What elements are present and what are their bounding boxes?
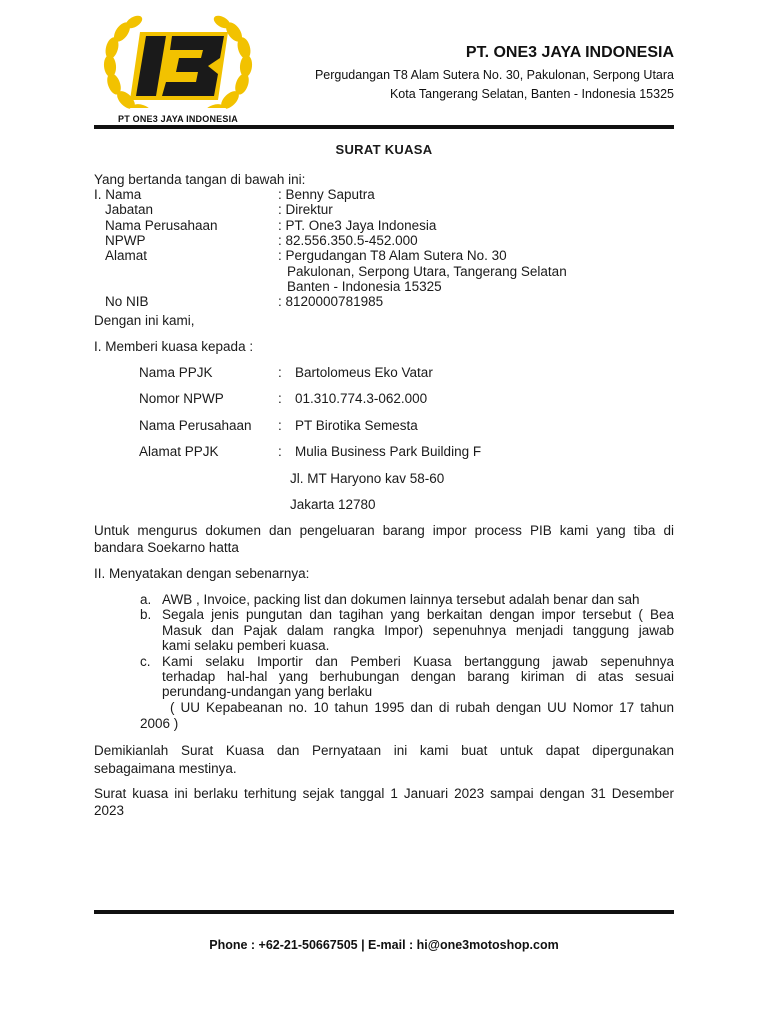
section2-heading: II. Menyatakan dengan sebenarnya: (94, 566, 310, 581)
statement-c-line2: terhadap hal-hal yang berhubungan dengan barang kiriman di atas sesuai (162, 669, 674, 684)
ppjk-label-npwp: Nomor NPWP (139, 391, 224, 406)
company-address-line2: Kota Tangerang Selatan, Banten - Indonesia 15325 (389, 87, 674, 101)
ppjk-value-alamat-line2: Jl. MT Haryono kav 58-60 (290, 471, 445, 486)
intro-text: Yang bertanda tangan di bawah ini: (94, 172, 306, 187)
signer-value-alamat-line2: Pakulonan, Serpong Utara, Tangerang Selatan (287, 264, 567, 279)
statement-c-line5: 2006 ) (140, 716, 179, 731)
ppjk-value-npwp: 01.310.774.3-062.000 (295, 391, 428, 406)
header-divider (94, 125, 674, 129)
statement-c-line4: ( UU Kepabeanan no. 10 tahun 1995 dan di rubah dengan UU Nomor 17 tahun (170, 700, 674, 715)
signer-value-nama: : Benny Saputra (278, 187, 375, 202)
statement-b-line3: kami selaku pemberi kuasa. (162, 638, 330, 653)
footer-divider (94, 910, 674, 914)
signer-label-npwp: NPWP (105, 233, 146, 248)
ppjk-value-alamat-line1: Mulia Business Park Building F (295, 444, 482, 459)
ppjk-colon: : (278, 418, 282, 433)
ppjk-label-perusahaan: Nama Perusahaan (139, 418, 252, 433)
validity-line2: 2023 (94, 803, 125, 818)
ppjk-value-perusahaan: PT Birotika Semesta (295, 418, 418, 433)
signer-label-nib: No NIB (105, 294, 149, 309)
document-title: SURAT KUASA (335, 142, 433, 157)
statement-b-line2: Masuk dan Pajak dalam rangka Impor) sepenuhnya menjadi tanggung jawab (162, 623, 674, 638)
signer-label-nama: I. Nama (94, 187, 142, 202)
signer-label-alamat: Alamat (105, 248, 148, 263)
logo-caption: PT ONE3 JAYA INDONESIA (118, 114, 238, 124)
laurel-wreath-icon (100, 14, 256, 130)
statement-b-line1: Segala jenis pungutan dan tagihan yang berkaitan dengan impor tersebut ( Bea (162, 607, 674, 622)
signer-value-perusahaan: : PT. One3 Jaya Indonesia (278, 218, 437, 233)
ppjk-value-nama: Bartolomeus Eko Vatar (295, 365, 433, 380)
signer-value-jabatan: : Direktur (278, 202, 333, 217)
closing-line1: Demikianlah Surat Kuasa dan Pernyataan ini kami buat untuk dapat dipergunakan (94, 743, 674, 758)
signer-label-perusahaan: Nama Perusahaan (105, 218, 218, 233)
signer-value-nib: : 8120000781985 (278, 294, 384, 309)
statement-a-line1: AWB , Invoice, packing list dan dokumen lainnya tersebut adalah benar dan sah (162, 592, 640, 607)
closing-line2: sebagaimana mestinya. (94, 761, 237, 776)
validity-line1: Surat kuasa ini berlaku terhitung sejak tanggal 1 Januari 2023 sampai dengan 31 Desember (94, 786, 674, 801)
ppjk-colon: : (278, 444, 282, 459)
signer-value-alamat-line3: Banten - Indonesia 15325 (287, 279, 442, 294)
footer-contact: Phone : +62-21-50667505 | E-mail : hi@one3motoshop.com (209, 938, 559, 952)
ppjk-colon: : (278, 365, 282, 380)
statement-c-line1: Kami selaku Importir dan Pemberi Kuasa bertanggung jawab sepenuhnya (162, 654, 674, 669)
purpose-line1: Untuk mengurus dokumen dan pengeluaran barang impor process PIB kami yang tiba di (94, 523, 674, 538)
letterhead (0, 0, 768, 132)
ppjk-value-alamat-line3: Jakarta 12780 (290, 497, 376, 512)
company-logo (100, 14, 256, 130)
statement-b-marker: b. (140, 607, 152, 622)
signer-label-jabatan: Jabatan (105, 202, 154, 217)
ppjk-colon: : (278, 391, 282, 406)
signer-value-alamat-line1: : Pergudangan T8 Alam Sutera No. 30 (278, 248, 507, 263)
dengan-text: Dengan ini kami, (94, 313, 195, 328)
company-name: PT. ONE3 JAYA INDONESIA (465, 44, 674, 61)
statement-c-line3: perundang-undangan yang berlaku (162, 684, 373, 699)
statement-c-marker: c. (140, 654, 151, 669)
section1-heading: I. Memberi kuasa kepada : (94, 339, 254, 354)
ppjk-label-nama: Nama PPJK (139, 365, 213, 380)
ppjk-label-alamat: Alamat PPJK (139, 444, 219, 459)
company-address-line1: Pergudangan T8 Alam Sutera No. 30, Pakulonan, Serpong Utara (314, 68, 674, 82)
statement-a-marker: a. (140, 592, 152, 607)
signer-value-npwp: : 82.556.350.5-452.000 (278, 233, 418, 248)
purpose-line2: bandara Soekarno hatta (94, 540, 239, 555)
